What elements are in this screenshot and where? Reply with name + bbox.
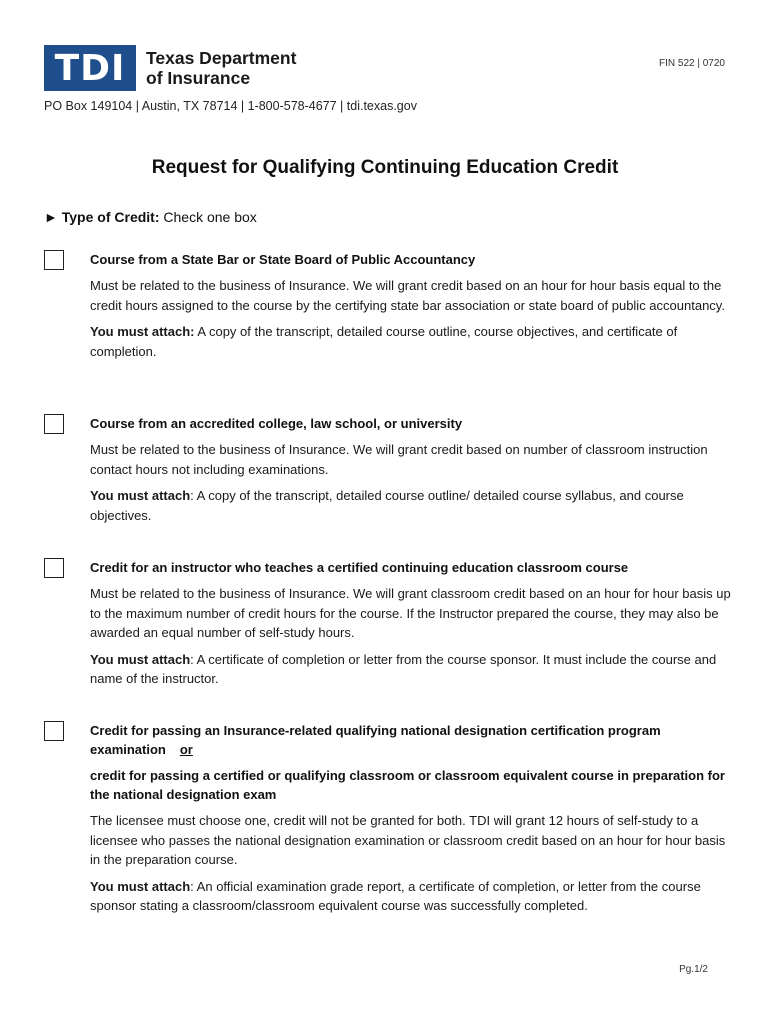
- option-heading: Course from a State Bar or State Board of Public Accountancy: [90, 252, 476, 267]
- option-instructor: [44, 558, 734, 696]
- option-college: [44, 414, 734, 532]
- option-attach: [90, 650, 734, 689]
- logo-text: [146, 48, 296, 88]
- attach-text: A copy of the transcript, detailed course outline, course objectives, and certificate of completion.: [90, 324, 678, 359]
- attach-label: You must attach: [90, 488, 191, 503]
- option-heading: [90, 721, 734, 759]
- attach-text: : An official examination grade report, a certificate of completion, or letter from the course sponsor stating a classroom/classroom equivalent course was successfully completed.: [90, 878, 701, 913]
- option-attach: [90, 486, 734, 525]
- option-attach: [90, 322, 734, 361]
- attach-text: : A copy of the transcript, detailed course outline/ detailed course syllabus, and course objectives.: [90, 488, 684, 523]
- checkbox-instructor[interactable]: [44, 558, 64, 578]
- attach-text: : A certificate of completion or letter from the course sponsor. It must include the course and name of the instructor.: [90, 651, 717, 686]
- option-body: Must be related to the business of Insurance. We will grant classroom credit based on an hour for hour basis up to the maximum number of credit hours for the course. If the Instructor prepared the course, they may also be awarded an equal number of self-study hours.: [90, 586, 731, 640]
- org-name-line1: Texas Department: [146, 48, 297, 68]
- type-of-credit-line: [44, 209, 257, 225]
- option-heading: Credit for an instructor who teaches a certified continuing education classroom course: [90, 560, 629, 575]
- logo-mark: TDI: [44, 45, 136, 91]
- attach-label: You must attach:: [90, 324, 195, 339]
- or-connector: or: [179, 742, 193, 757]
- type-of-credit-instruction: Check one box: [163, 209, 257, 225]
- arrow-icon: ►: [44, 209, 58, 225]
- checkbox-national-designation[interactable]: [44, 721, 64, 741]
- checkbox-college[interactable]: [44, 414, 64, 434]
- option-body: Must be related to the business of Insurance. We will grant credit based on an hour for hour basis equal to the credit hours assigned to the course by the certifying state bar association or state board of public accountancy.: [90, 278, 725, 313]
- checkbox-state-bar[interactable]: [44, 250, 64, 270]
- page-title: Request for Qualifying Continuing Education Credit: [151, 157, 619, 178]
- type-of-credit-label: Type of Credit:: [61, 209, 160, 225]
- option-heading-text: Credit for passing an Insurance-related qualifying national designation certification program examination: [90, 723, 661, 757]
- option-body: The licensee must choose one, credit will not be granted for both. TDI will grant 12 hours of self-study to a licensee who passes the national designation examination or classroom credit based on an hour for hour basis in the preparation course.: [90, 813, 726, 867]
- org-name-line2: of Insurance: [146, 68, 251, 88]
- page-number: Pg.1/2: [679, 964, 708, 975]
- option-body: Must be related to the business of Insurance. We will grant credit based on number of classroom instruction contact hours not including examinations.: [90, 442, 708, 477]
- option-national-designation: [44, 721, 734, 923]
- attach-label: You must attach: [90, 878, 191, 894]
- option-heading: Course from an accredited college, law school, or university: [90, 416, 463, 431]
- contact-address: PO Box 149104 | Austin, TX 78714 | 1-800-578-4677 | tdi.texas.gov: [44, 99, 417, 113]
- option-attach: [90, 877, 734, 916]
- form-code: FIN 522 | 0720: [659, 58, 725, 69]
- option-heading-secondary: credit for passing a certified or qualifying classroom or classroom equivalent course in preparation for the national designation exam: [90, 768, 725, 802]
- attach-label: You must attach: [90, 651, 191, 667]
- tdi-logo: [44, 45, 296, 91]
- option-state-bar: [44, 250, 734, 368]
